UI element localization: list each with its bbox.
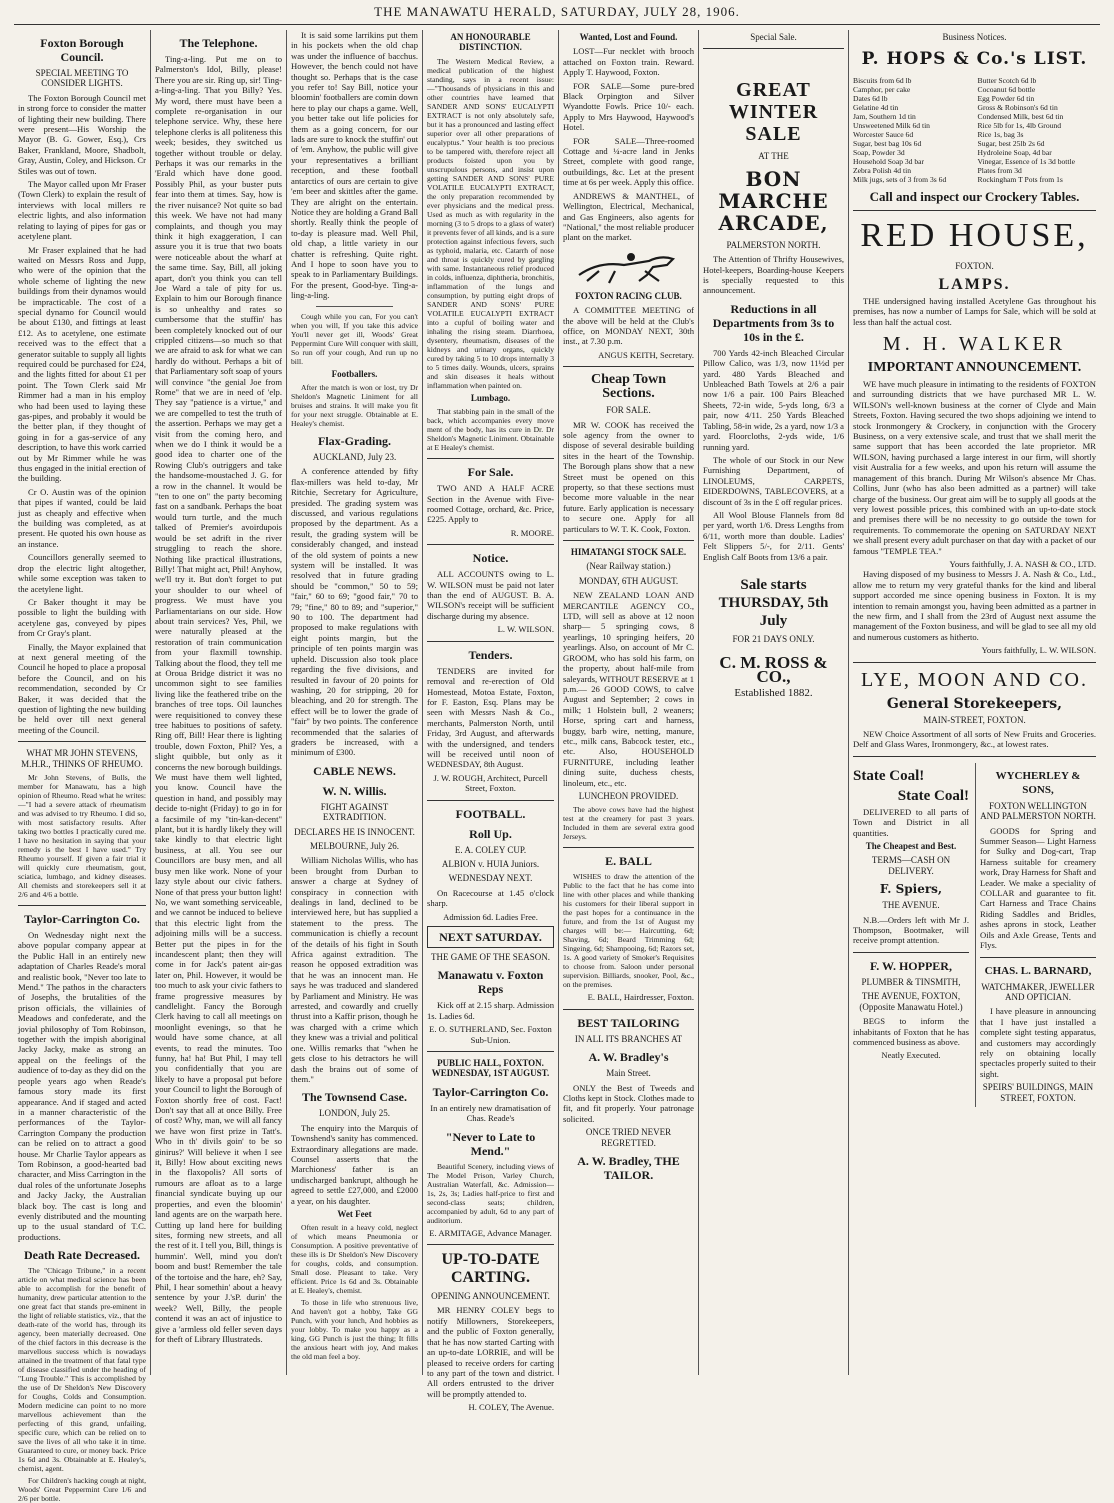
price-item: Zebra Polish 4d tin: [853, 166, 912, 176]
cable-body: William Nicholas Willis, who has been brought from Durban to answer a charge at Sydney of conspiracy in connection with dealings in land, declined to be interviewed here, but has supplied a statement to the press. The communication is chiefly a recount of the details of his fight in South Africa against extradition. The reason he opposed extradition was that he was an innocent man. He says he was traduced and slandered by Parliament and Ministry. He was arrested, and cowardly and cruelly thrust into a Kaffir prison, though he was charged with a crime which they knew was a trivial and political one. Willis remarks that "when he gets close to his detractors he will dash the brains out of some of them.": [291, 855, 418, 1084]
great-winter-sale: GREAT WINTER SALE: [728, 79, 819, 146]
important-heading: IMPORTANT ANNOUNCEMENT.: [867, 360, 1082, 376]
himatangi-heading: HIMATANGI STOCK SALE.: [570, 547, 687, 558]
lumbago-heading: Lumbago.: [470, 392, 511, 403]
barnard-body: I have pleasure in announcing that I have just installed a complete sight testing apparatus, and customers may accordingly rely on obtaining locally spectacles properly suited to their sight.: [980, 1006, 1096, 1079]
palmerston: PALMERSTON NORTH.: [726, 239, 821, 250]
tailor-name: A. W. Bradley's: [588, 1050, 669, 1065]
wycherley-body: GOODS for Spring and Summer Season— Light Harness for Sulky and Dog-cart, Trap Harness suitable for creamery work, Dray Harness for Shaft and Leader. We make a speciality of COLLAR and guarantee to fit. Cart Harness and Trace Chains Riding Saddles and Bridles, ashes aprons in stock, Leather Oils and Axle Grease, Tents and Flys.: [980, 825, 1096, 951]
price-item: Milk jugs, sets of 3 from 3s 6d: [853, 175, 947, 185]
wetfeet-poem: To those in life who strenuous live, And haven't got a hobby, Take GG Punch, with your lunch, And hobbies as your lobby. To make you happy as a king, GG Punch is just the thing; It fills the anxious heart with joy, And makes the old man feel a boy.: [291, 1298, 418, 1362]
terms: TERMS—CASH ON DELIVERY.: [871, 855, 951, 876]
tailor-sub-2: Main Street.: [606, 1068, 651, 1079]
coal-heading-2: State Coal!: [897, 787, 969, 804]
council-paragraph: Councillors generally seemed to drop the electric light altogether, while some exception was taken to the acetylene light.: [18, 552, 146, 594]
flax-dateline: AUCKLAND, July 23.: [312, 451, 397, 462]
forsale-heading: For Sale.: [467, 465, 514, 480]
price-item: Sugar, best bag 10s 6d: [853, 139, 922, 149]
sale-items: 700 Yards 42-inch Bleached Circular Pillow Calico, was 1/3, now 11½d per yard. 480 Yards Bleached and Unbleached Bath Towels at 2/6 a pair now 1/6 a pair. 100 Pairs Bleached Sheets, 72-in wide, 5-yds long, 6/3 a pair, now 4/11. 250 Yards Bleached Tabling, 58-in wide, 2s a yard, now 1/3 a yard. Floorcloths, 2-yds wide, 1/6 running yard.: [703, 347, 844, 452]
wilson-signature: Yours faithfully, L. W. WILSON.: [981, 645, 1096, 656]
masthead: THE MANAWATU HERALD, SATURDAY, JULY 28, 1906.: [374, 4, 740, 19]
red-house-foxton: FOXTON.: [955, 261, 994, 272]
coal-body: DELIVERED to all parts of Town and District in all quantities.: [853, 806, 969, 838]
price-item: Egg Powder 6d tin: [977, 94, 1035, 104]
divider: [316, 306, 392, 307]
cable-subheading: W. N. Willis.: [322, 783, 387, 798]
lye-body: NEW Choice Assortment of all sorts of New Fruits and Groceries. Delf and Glass Wares, Ironmongery, &c., at lowest rates.: [853, 729, 1096, 750]
footballers-body: After the match is won or lost, try Dr Sheldon's Magnetic Liniment for all bruises and strains. It will make you fit for your next struggle. Obtainable at E. Healey's chemist.: [291, 382, 418, 428]
divider: [18, 741, 146, 742]
larrikins-body: It is said some larrikins put them in his pockets when the old chap was under the influence of bacchus. However, the bench could not have thought so. Perhaps that is the case you refer to! Say Bill, notice your bloomin' footballers are comin down here to play our chaps a game. Well, you better take out life policies for them as a going concern, for our lads are sure to knock the stuffin' out of 'em. Anyhow, the public will give your representatives a brilliant reception, and these football antarctics of ours are certain to give 'em beer and skittles after the game. They are alright on the entertain. Notice they are holding a Grand Ball shortly. Really think the people of to-day is pleasure mad. Well Phil, old chap, a little variety in our chatter is refreshing. Quite right. And I hope to soon have you to speak to in Parliamentary Buildings. For the present, Good-bye. Ting-a-ling-a-ling.: [291, 30, 418, 301]
price-item: Gelatine 4d tin: [853, 103, 899, 113]
ross-name: C. M. ROSS & CO.,: [719, 653, 828, 687]
tenders-body: TENDERS are invited for removal and re-erection of Old Homestead, Motoa Estate, Foxton, for F. Easton, Esq. Plans may be seen with Messrs Nash & Co., merchants, Palmerston North, until Friday, 3rd August, and afterwards with the undersigned, and tenders will be received until noon of WEDNESDAY, 8th August.: [427, 665, 554, 770]
sale-notice: FOR SALE—Three-roomed Cottage and ¼-acre land in Jenks Street, complete with good range, outbuildings, &c. Let at the present time at 6s per week. Apply this office.: [563, 135, 694, 188]
notice-signature: L. W. WILSON.: [497, 624, 554, 635]
divider: [563, 366, 694, 367]
townsend-body: The enquiry into the Marquis of Townshend's sanity has commenced. Extraordinary allegations are made. Counsel asserts that the Marchioness' father is an undischarged bankrupt, although he agreed to settle £27,000, and £2000 a year, on his daughter.: [291, 1122, 418, 1206]
price-item: Dates 6d lb: [853, 94, 888, 104]
spiers-address: THE AVENUE.: [882, 900, 940, 911]
cable-subheading-3: DECLARES HE IS INNOCENT.: [294, 826, 415, 837]
cheap-body: MR W. COOK has received the sole agency from the owner to dispose of several desirable building sites in the heart of the Township. The Borough plans show that a new Street must be opened on this property, so that these sections must become more valuable in the near future. Early application is necessary to secure one. Apply for all particulars to W. T. K. Cook, Foxton.: [563, 419, 694, 534]
football-body: On Racecourse at 1.45 o'clock sharp.: [427, 887, 554, 909]
tenders-signature: J. W. ROUGH, Architect, Purcell Street, Foxton.: [433, 772, 548, 794]
tailor-body: ONLY the Best of Tweeds and Cloths kept in Stock. Clothes made to fit, and fit properly. Your patronage solicited.: [563, 1082, 694, 1124]
divider: [427, 1051, 554, 1052]
column-7: [848, 30, 1100, 1375]
barnard-name: CHAS. L. BARNARD,: [984, 964, 1092, 977]
hopper-name: F. W. HOPPER,: [870, 958, 952, 973]
masthead-rule: [14, 24, 1100, 25]
divider: [853, 952, 969, 953]
days: FOR 21 DAYS ONLY.: [732, 633, 815, 644]
divider: [853, 756, 1096, 757]
council-heading: Foxton Borough Council.: [40, 36, 124, 64]
wycherley-name: WYCHERLEY & SONS,: [995, 769, 1081, 796]
important-signature: Yours faithfully, J. A. NASH & CO., LTD.: [949, 558, 1096, 569]
football-cup: E. A. COLEY CUP.: [454, 844, 527, 855]
wanted-heading: Wanted, Lost and Found.: [579, 32, 678, 42]
saturday-sub: THE GAME OF THE SEASON.: [430, 952, 551, 962]
cable-heading: CABLE NEWS.: [313, 763, 396, 778]
divider: [703, 48, 844, 49]
himatangi-note: The above cows have had the highest test at the creamery for past 3 years. Included in them are several extra good Jerseys.: [563, 805, 694, 842]
wilson-body: Having disposed of my business to Messrs J. A. Nash & Co., Ltd., allow me to return my very grateful thanks for the kind and liberal support accorded me since opening business in Foxton. It is my intention to remain amongst you, having been admitted as a partner in the new firm, and I shall from the 23rd of August next assume the management of the Foxton business, and will be glad to see all my old and numerous customers as hitherto.: [853, 569, 1096, 642]
price-item: Condensed Milk, best 6d tin: [977, 112, 1064, 122]
divider: [427, 641, 554, 642]
hall-play: "Never to Late to Mend.": [445, 1129, 536, 1158]
council-paragraph: Mr Fraser explained that he had waited on Messrs Ross and Jupp, who were of the opinion that the whole scheme of lighting the new buildings from their dynamos would be impracticable. The cost of a special dynamo for Council would be about £130, and fittings at least £12. As to acetylene, one estimate received was to the effect that a generator suitable to supply all lights required could be purchased for £24, and the lights fitted for about £1 per point. The Town Clerk said Mr Rimmer had a man in his employ who had been used to laying these gas-pipes, and probably it would be the better plan, if they thought of going in for a gas-service of any description, to have this work carried out by Mr Rimmer while he was thus engaged in the initial erection of the building.: [18, 244, 146, 484]
forsale-signature: R. MOORE.: [510, 527, 554, 538]
price-item: Biscuits from 6d lb: [853, 76, 912, 86]
cable-subheading-2: FIGHT AGAINST EXTRADITION.: [320, 801, 389, 823]
price-item: Rice 1s, bag 3s: [977, 130, 1024, 140]
tenders-heading: Tenders.: [468, 647, 513, 662]
telephone-heading: The Telephone.: [179, 36, 258, 50]
price-item: Rice 5lb for 1s, 4lb Ground: [977, 121, 1062, 131]
lye-address: MAIN-STREET, FOXTON.: [923, 714, 1026, 725]
divider: [563, 847, 694, 848]
wetfeet-body: Often result in a heavy cold, neglect of which means Pneumonia or Consumption. A positive preventative of these ills is Dr Sheldon's New Discovery for coughs, colds, and consumption. Small dose. Pleasant to take. Very efficient. Price 1s 6d and 3s. Obtainable at E. Healey's, chemist.: [291, 1223, 418, 1296]
hall-body: In an entirely new dramatisation of Chas. Reade's: [430, 1102, 551, 1124]
price-item: Vinegar, Essence of 1s 3d bottle: [977, 157, 1076, 167]
telephone-body: Ting-a-ling. Put me on to Palmerston's Idol, Billy, please! There you are sir. Ring up, sir! Ting-a-ling-a-ling. That you Billy? Yes. My word, there must have been a complete re-organisation in our telephone service. Why, these here telephone clerks is all politeness this week; besides, they switched us together without trouble or delay. Perhaps it was our remarks in the 'Erald which have done good. Possibly Phil, as your buster puts fear into them at times. Say, how is the river nuisance? Not quite so bad this week. We have not had many complaints, and though you may think it high exaggeration, I can assure you it is true that two boats were noticeable about the wharf at the same time. Say, Bill, all joking apart, don't you think you can tell Joe Ward a tale of pity for us. Explain to him our Borough finance is so unhealthy and rates so cumbersome that the stuffin' has been completely knocked out of our crippled citizens—so much so that we are afraid to ask for what we can hardly do without. Perhaps a bit of that Parliamentary soft soap of yours will convince "the genial Joe from Rome" that we are in need of 'elp. They say "patience is a virtue," and we are compelled to test the truth of the assertion. Perhaps we may get a visit from the coming hero, and when we do I think it would be a good idea to charter one of the Rowing Club's outriggers and take the handsome-moustached J. G. for a row in the channel. It would be "ten to one on" the party becoming fast on a sandbank. Perhaps the boat would turn turtle, and the much talked of Premier's avoirdupois would be set adrift in the river struggling to reach the shore. Nothing like practical illustrations, Billy! That might act, Phil! Anyhow, we'll try it. But don't forget to put your shoulder to our wheel of progress. We must have you Parliamentarians on our side. How about train services? Yes, Phil, we were naturally pleased at the restoration of train communication from your flaxmill township. Talking about the flood, they tell me at Oroua Bridge district it was no uncommon sight to see families living like the feathered tribe on the branches of tree tops. Oil launches were requisitioned to convey these tree habitues to positions of safety. Ring off, Bill! Hear there is lighting trouble, down Foxton, Phil? Yes, a slight quibble, but only as it concerns the new borough buildings. We must have them well lighted, you know. Council have the question in hand, and possibly may decide to-night (Friday) to go in for a facsimile of my "tin-kan-decent" plant, but it is hardly likely they will take kindly to that electric light business, at all. You see our Councillors are busy men, and all busy men like work. None of your lazy style about our civic fathers. None of that press your button light! No, we want something serviceable, and we cannot be induced to believe that this electric light from the adjoining mills will be a success. Better put the pipes in for the incandescent plant; then they will come in for Jack's patent air-gas later on, Phil. However, it would be too much to ask your civic fathers to frame progressive measures by candlelight. Fancy the Borough Clerk having to call all meetings on moonlight evenings, so that he would have some chance, at all events, to read the minutes. Too funny, ha! ha! But Phil, I may tell you confidentially that you are likely to have a proposal put before your Council to light the Borough of Foxton shortly free of cost. Fact! Don't say that all at once Billy. Free of cost? Why, man, we will all fancy we have won first prize in Tatt's. Who in th' divils goin' to be so ginirus?' Will believe it when I see it, Billy! How about exciting news in the flaxopolis? All sorts of rumours are afloat as to a large financial syndicate buying up our properties, and even the bloomin' land agents are on the warpath here. Cutting up land here for building sites, forming new streets, and all the rest of it. I tell you, Bill, things is hummin'. Well, mind you don't boom and bust! Remember the tale of the tortoise and the hare, eh? Say, Phil, I hear somethin' about a heavy sentence by your J.'sP. durin' the week? Well, Billy, the people contend it was an act of injustice to give a 'armless old feller seven days for theft of Library Illustrateds.: [155, 54, 282, 1344]
lost-notice: LOST—Fur necklet with brooch attached on Foxton train. Reward. Apply T. Haywood, Foxton.: [563, 46, 694, 78]
column-6: [698, 30, 848, 1375]
himatangi-sub: (Near Railway station.): [586, 561, 671, 572]
himatangi-body: NEW ZEALAND LOAN AND MERCANTILE AGENCY CO., LTD, will sell as above at 12 noon sharp— 5 springing cows, 8 yearlings, 10 springing heifers, 20 yearlings. Also, on account of Mr C. GROOM, who has sold his farm, on the property, about half-mile from saleyards, WITHOUT RESERVE at 1 p.m.— 26 GOOD COWS, to calve August and September; 2 cows in milk; 1 Holstein bull, 2 weaners; Horse, spring cart and harness, buggy, barb wire, netting, manure, etc., milk cans, Babcock tester, etc., etc. Also, HOUSEHOLD FURNITURE, including leather dining suite, duchess chests, linoleum, etc., etc.: [563, 590, 694, 788]
hopper-sub: PLUMBER & TINSMITH,: [861, 976, 961, 987]
football-heading: FOOTBALL.: [455, 806, 526, 821]
ball-heading: E. BALL: [605, 854, 652, 869]
hall-heading: PUBLIC HALL, FOXTON. WEDNESDAY, 1ST AUGUST.: [431, 1058, 550, 1079]
general-storekeepers: General Storekeepers,: [886, 695, 1063, 712]
sale-items-2: All Wool Blouse Flannels from 8d per yard, worth 1/6. Dress Lengths from 6/11, worth more than double. Ladies' Felt Slippers 5/-, for 2/11. Gents' English Calf Boots from 13/6 a pair.: [703, 509, 844, 562]
lye-heading: LYE, MOON AND CO.: [861, 668, 1088, 691]
football-admission: Admission 6d. Ladies Free.: [443, 911, 538, 922]
price-item: Worcester Sauce 6d: [853, 130, 914, 140]
divider: [427, 544, 554, 545]
price-item: Sugar, best 25lb 2s 6d: [977, 139, 1045, 149]
carting-signature: H. COLEY, The Avenue.: [468, 1402, 554, 1413]
council-subheading: SPECIAL MEETING TO CONSIDER LIGHTS.: [35, 68, 129, 89]
taylor-body: On Wednesday night next the above popular company appear at the Public Hall in an entirely new adaptation of Charles Reade's moral and realistic book, "Never too late to Mend." The pathos in the characters of Josephs, the brutalities of the prison officials, the villainies of Meadows and confederate, and the jovial philosophy of Tom Robinson, together with the impish aboriginal Jacky Jacky, make as strong an appeal on the feelings of the audience of to-day as they did on the people years ago when Reade's famous story made its first appearance. And if staged and acted in a manner characteristic of the performances of the Taylor-Carrington Company the production can be relied on to attract a good house. Mr Charlie Taylor appears as Tom Robinson, a good-hearted bad character, and Miss Carrington in the dual roles of the unfortunate Josephs and Jacky Jacky, the Australian black boy. The cast is long and evenly distributed and the mounting up to the usual standard of T.C. productions.: [18, 930, 146, 1242]
business-notices-heading: Business Notices.: [942, 32, 1007, 42]
column-1: [14, 30, 150, 1503]
notice-body: ALL ACCOUNTS owing to L. W. WILSON must be paid not later than the end of AUGUST. B. A. WILSON's receipt will be sufficient discharge during my absence.: [427, 569, 554, 621]
price-item: Camphor, per cake: [853, 85, 911, 95]
hopper-signature: Neatly Executed.: [881, 1050, 941, 1061]
peppermint-poem: Cough while you can, For you can't when you will, If you take this advice You'll never get ill, Woods' Great Peppermint Cure Will conquer with skill, So run off your cough, And run up no bill.: [291, 311, 418, 366]
divider: [427, 1244, 554, 1245]
divider: [853, 662, 1096, 663]
divider: [563, 1009, 694, 1010]
established: Established 1882.: [734, 687, 813, 700]
divider: [427, 800, 554, 801]
spiers-note: N.B.—Orders left with Mr J. Thompson, Bootmaker, will receive prompt attention.: [853, 914, 969, 946]
racing-signature: ANGUS KEITH, Secretary.: [598, 349, 694, 360]
column-4: [422, 30, 558, 1413]
hall-company: Taylor-Carrington Co.: [432, 1084, 549, 1099]
lumbago-body: That stabbing pain in the small of the back, which accompanies every move ment of the body, has its cure in Dr. Dr Sheldon's Magnetic Liniment. Obtainable at E Healey's chemist.: [427, 407, 554, 453]
cheap-sub: FOR SALE.: [606, 405, 651, 416]
divider: [563, 540, 694, 541]
honour-body: The Western Medical Review, a medical publication of the highest standing, says in a recent issue:—"Thousands of physicians in this and other countries have learned that SANDER AND SONS' EUCALYPTI EXTRACT is not only absolutely safe, but it has a pronounced and lasting effect superior over all other preparations of eucalyptus." Your health is too precious to be tampered with, therefore reject all products foisted upon you by unscrupulous persons, and insist upon getting SANDER AND SONS' PURE VOLATILE EUCALYPTI EXTRACT, the only preparation recommended by ever physicians and the medical press. Used as much as with regularity in the morning (3 to 5 drops to a glass of water) it prevents fever of all kinds, and is a sure protection against infectious fevers, such as typhoid, malaria, etc. Catarrh of nose and throat is quickly cured by gargling with same. Instantaneous relief produced in colds, influenza, diphtheria, bronchitis, inflammation of the lungs and consumption, by putting eight drops of SANDER AND SONS' PURE VOLATILE EUCALYPTI EXTRACT into a cupful of boiling water and inhaling the rising steam. Diarrhoea, dysentery, rheumatism, diseases of the kidneys and urinary organs, quickly cured by taking 5 to 10 drops internally 3 to 5 times daily. Wounds, ulcers, sprains and skin diseases it heals without inflammation when painted on.: [427, 56, 554, 390]
sale-starts: Sale starts THURSDAY, 5th July: [718, 576, 829, 629]
price-item: Rockingham T Pots from 1s: [977, 175, 1063, 185]
price-item: Butter Scotch 6d lb: [977, 76, 1037, 86]
stevens-heading: WHAT MR JOHN STEVENS, M.H.R., THINKS OF RHEUMO.: [21, 748, 143, 769]
at-the: AT THE: [758, 151, 789, 162]
townsend-dateline: LONDON, July 25.: [319, 1108, 390, 1119]
football-day: WEDNESDAY NEXT.: [448, 873, 533, 884]
children-note: For Children's hacking cough at night, Woods' Great Peppermint Cure 1/6 and 2/6 per bottle.: [18, 1476, 146, 1503]
luncheon: LUNCHEON PROVIDED.: [578, 790, 679, 801]
notice-heading: Notice.: [472, 551, 509, 566]
racehorse-illustration: [569, 247, 689, 287]
price-item: Plates from 3d: [977, 166, 1022, 176]
column-2: [150, 30, 286, 1375]
death-body: The "Chicago Tribune," in a recent article on what medical science has been able to accomplish for the benefit of humanity, drew particular attention to the one great fact that stands pre-eminent in the light of reliable statistics, viz., that the death-rate of the world has, through its agency, been materially decreased. One of the chief factors in this decrease is the marvellous success which is nowadays attained in the treatment of that fatal type of disease classified under the heading of "Lung Trouble." This is accomplished by the use of Dr Sheldon's New Discovery for Coughs, Colds and Consumption. Modern medicine can point to no more marvellous achievement than the perfecting of this grand, unfailing, specific cure, which can be relied on to save the lives of all who take it in time. Guaranteed to cure, or money back. Price 1s 6d and 3s. Obtainable at E. Healey's, chemist, agent.: [18, 1266, 146, 1474]
walker-name: M. H. WALKER: [882, 333, 1067, 356]
forsale-body: TWO AND A HALF ACRE Section in the Avenue with Five-roomed Cottage, orchard, &c. Price, £225. Apply to: [427, 483, 554, 525]
tailor-note: ONCE TRIED NEVER REGRETTED.: [585, 1127, 672, 1148]
special-heading: Special Sale.: [750, 32, 797, 42]
saturday-body: Kick off at 2.15 sharp. Admission 1s. Ladies 6d.: [427, 1000, 554, 1021]
footballers-heading: Footballers.: [331, 368, 378, 379]
crockery-heading: Call and inspect our Crockery Tables.: [869, 189, 1080, 205]
andrews-notice: ANDREWS & MANTHEL, of Wellington, Electrical, Mechanical, and Gas Engineers, also agents for "National," the most reliable producer plant on the market.: [563, 190, 694, 243]
furnishing: The whole of our Stock in our New Furnishing Department, of LINOLEUMS, CARPETS, EIDERDOWNS, TABLECOVERS, at a discount of 3s in the £ off regular prices.: [703, 454, 844, 507]
price-item: Gross & Robinson's 6d tin: [977, 103, 1058, 113]
price-item: Jam, Southern 1d tin: [853, 112, 916, 122]
price-item: Cocoanut 6d bottle: [977, 85, 1036, 95]
tailor-signature: A. W. Bradley, THE TAILOR.: [577, 1154, 680, 1183]
barnard-signature: SPEIRS' BUILDINGS, MAIN STREET, FOXTON.: [982, 1082, 1094, 1103]
reductions: Reductions in all Departments from 3s to 10s in the £.: [712, 301, 835, 344]
council-paragraph: Finally, the Mayor explained that at next general meeting of the Council he hoped to place a proposal before the Council, and on his recommendation, seconded by Cr Baker, it was decided that the question of lighting the new building be held over till next general meeting of the Council.: [18, 641, 146, 735]
council-paragraph: The Mayor called upon Mr Fraser (Town Clerk) to explain the result of interviews with local millers re electric lights, and also information relating to laying of pipes for gas or acetylene plant.: [18, 179, 146, 242]
carting-sub: OPENING ANNOUNCEMENT.: [431, 1291, 550, 1302]
divider: [980, 957, 1096, 958]
hopper-body: BEGS to inform the inhabitants of Foxton that he has commenced business as above.: [853, 1016, 969, 1047]
himatangi-date: MONDAY, 6TH AUGUST.: [578, 575, 679, 586]
column-3: [286, 30, 422, 1375]
racing-heading: FOXTON RACING CLUB.: [575, 290, 682, 301]
hall-body-2: Beautiful Scenery, including views of The Model Prison, Varley Church, Australian Waterfall, &c. Admission—1s, 2s, 3s; Ladies half-price to first and second-class seats; children, accompanied by adult, 6d to any part of auditorium.: [427, 1161, 554, 1225]
carting-body: MR HENRY COLEY begs to notify Millowners, Storekeepers, and the public of Foxton generally, that he has now started Carting with an up-to-date LORRIE, and will be pleased to receive orders for carting to any part of the town and district. All orders entrusted to the driver will be promptly attended to.: [427, 1305, 554, 1399]
important-body: WE have much pleasure in intimating to the residents of FOXTON and surrounding districts that we have purchased MR L. W. WILSON's well-known business at the corner of Clyde and Main Streets, Foxton. Having secured the two shops adjoining we intend to stock Ironmongery & Crockery, in conjunction with the Grocery Business, on a very extensive scale, and trust that we shall merit the same support that has been accorded the late proprietor. MR WILSON, having purchased a large interest in our firm, will shortly visit Australia for a few weeks, and upon his return will assume the management of this branch. During Mr Wilson's absence Mr Chas. Collins, Junr (who has also been admitted as a partner) will take charge of the business. Our great aim will be to supply all goods at the very lowest possible prices, this combined with an up-to-date stock and premises there will be no necessity to go outside the town for requirements. To commemorate the opening on SATURDAY NEXT we shall present every adult purchaser on that day with a packet of our famous "TEMPLE TEA.": [853, 379, 1096, 556]
coal-heading: State Coal!: [853, 767, 925, 784]
wetfeet-heading: Wet Feet: [337, 1208, 372, 1219]
saturday-signature: E. O. SUTHERLAND, Sec. Foxton Sub-Union.: [429, 1024, 552, 1045]
bon-marche: BON MARCHE ARCADE,: [718, 166, 829, 235]
cable-dateline: MELBOURNE, July 26.: [309, 840, 399, 851]
sale-notice: FOR SALE—Some pure-bred Black Orpington and Silver Wyandotte Fowls. Price 10/- each. Apply to Mrs Haywood, Haywood's Hotel.: [563, 80, 694, 133]
divider: [427, 458, 554, 459]
price-item: Household Soap 3d bar: [853, 157, 925, 167]
saturday-match: Manawatu v. Foxton Reps: [437, 968, 544, 997]
council-paragraph: The Foxton Borough Council met in strong force to consider the matter of lighting their new building. There were present—His Worship the Mayor (B. G. Gower, Esq.), Crs Baker, Frankland, Moore, Shadbolt, Gray, Austin, Coley, and Hickson. Cr Stiles was out of town.: [18, 92, 147, 176]
divider: [853, 210, 1096, 211]
hall-signature: E. ARMITAGE, Advance Manager.: [429, 1227, 552, 1238]
townsend-heading: The Townsend Case.: [301, 1090, 408, 1105]
flax-body: A conference attended by fifty flax-millers was held to-day, Mr Ritchie, Secretary for Agriculture, presided. The grading system was discussed, and various regulations proposed by the department. As a result, the grading system will be considerably changed, and instead of the old system of points a new system will be installed. It was resolved that in future grading should be "common," 50 to 59; "fair," 60 to 69; "good fair," 70 to 79; "fine," 80 to 89; and "superior," 90 to 100. The department had proposed to make regulations with eight points margin, but the principle of ten points margin was upheld. Discussion also took place regarding the five divisions, and resulted in favour of 20 points for washing, 20 for stripping, 20 for bleaching, and 20 for strength. The effect will be to lower the grade of "fair" by two points. The conference recommended that the salaries of graders be increased, with a minimum of £300.: [291, 466, 418, 758]
hopper-address: THE AVENUE, FOXTON, (Opposite Manawatu Hotel.): [859, 991, 963, 1012]
football-rollup: Roll Up.: [469, 826, 512, 841]
lamps-heading: LAMPS.: [938, 275, 1011, 293]
wycherley-sub: FOXTON WELLINGTON AND PALMERSTON NORTH.: [980, 800, 1096, 822]
council-paragraph: Cr Baker thought it may be possible to light the building with acetylene gas, conveyed by pipes from Cr Gray's plant.: [18, 596, 146, 639]
price-list: [853, 76, 1096, 184]
ball-body: WISHES to draw the attention of the Public to the fact that he has come into line with other places and while thanking his customers for their liberal support in the past hopes for a continuance in the future, and from the 1st of August my charges will be:— Haircutting, 6d; Shaving, 6d; Beard Trimming 6d; Singeing, 6d; Shampooing, 6d; Razors set, 1s. A good variety of Smoker's Requisites to choose from. Saloon under personal supervision. Billiards, snooker, Pool, &c., on the premises.: [563, 872, 694, 990]
column-5: [558, 30, 698, 1375]
council-paragraph: Cr O. Austin was of the opinion that pipes if wanted, could be laid just as cheaply and effective when the building was completed, as at present. He quoted his own house as an instance.: [18, 486, 146, 549]
stevens-body: Mr John Stevens, of Bulls, the member for Manawatu, has a high opinion of Rheumo. Read what he writes:—"I had a severe attack of rheumatism and was advised to try Rheumo. I did so, with most satisfactory results. After taking two bottles I practically cured me. I have no hesitation in saying that your remedy is the best I have used." Try Rheumo yourself. If given a fair trial it will quickly cure rheumatism, gout, sciatica, lumbago, and kidney diseases. All chemists and storekeepers sell it at 2/6 and 4/6 a bottle.: [18, 773, 146, 899]
hops-title: P. HOPS & Co.'s LIST.: [861, 49, 1088, 70]
tailor-heading: BEST TAILORING: [577, 1015, 680, 1030]
barnard-sub: WATCHMAKER, JEWELLER AND OPTICIAN.: [981, 981, 1095, 1002]
honour-heading: AN HONOURABLE DISTINCTION.: [450, 32, 531, 53]
cheapest: The Cheapest and Best.: [865, 841, 957, 852]
ball-signature: E. BALL, Hairdresser, Foxton.: [587, 992, 694, 1003]
attention: The Attention of Thrifty Housewives, Hotel-keepers, Boarding-house Keepers is specially requested to this announcement.: [703, 254, 844, 296]
divider: [18, 905, 146, 906]
saturday-heading: NEXT SATURDAY.: [427, 926, 554, 948]
lamps-body: THE undersigned having installed Acetylene Gas throughout his premises, has now a number of Lamps for Sale, which will be sold at less than half the actual cost.: [853, 295, 1096, 327]
tailor-sub: IN ALL ITS BRANCHES AT: [574, 1033, 683, 1044]
cheap-heading: Cheap Town Sections.: [590, 372, 667, 402]
red-house: RED HOUSE,: [860, 217, 1089, 255]
price-item: Hydroleine Soap, 4d bar: [977, 148, 1052, 158]
carting-heading: UP-TO-DATE CARTING.: [441, 1251, 540, 1287]
death-heading: Death Rate Decreased.: [23, 1248, 141, 1263]
price-item: Unsweetened Milk 6d tin: [853, 121, 930, 131]
flax-heading: Flax-Grading.: [317, 433, 391, 448]
football-match: ALBION v. HUIA Juniors.: [441, 858, 540, 869]
racing-body: A COMMITTEE MEETING of the above will be held at the Club's office, on MONDAY NEXT, 30th inst., at 7.30 p.m.: [563, 305, 694, 347]
spiers-name: F. Spiers,: [879, 882, 943, 897]
price-item: Soap, Powder 3d: [853, 148, 905, 158]
taylor-heading: Taylor-Carrington Co.: [24, 912, 140, 926]
